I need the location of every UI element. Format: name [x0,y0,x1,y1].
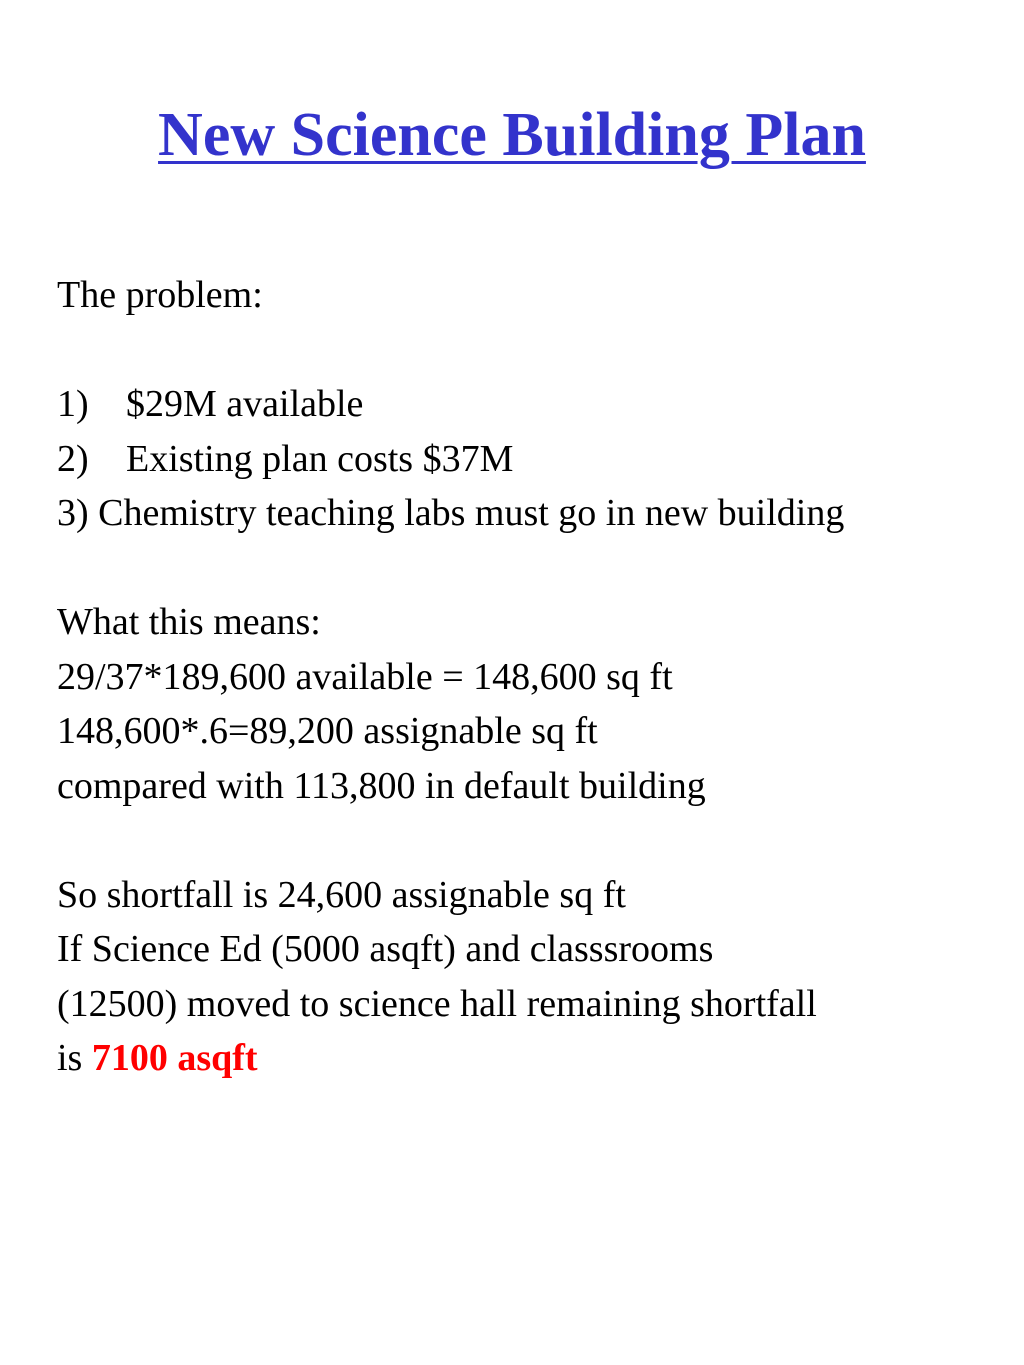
problem-item-2 [57,432,1017,487]
means-line: 148,600*.6=89,200 assignable sq ft [57,710,598,752]
shortfall-line: If Science Ed (5000 asqft) and classsrooms [57,928,714,970]
means-line: 29/37*189,600 available = 148,600 sq ft [57,655,673,698]
shortfall-line: (12500) moved to science hall remaining shortfall [57,982,817,1025]
spacer [57,813,1017,868]
means-line: compared with 113,800 in default building [57,764,706,807]
problem-item-3: 3) Chemistry teaching labs must go in new building [57,492,845,534]
shortfall-final-prefix: is [57,1037,92,1079]
problem-item-text: $29M available [126,383,364,425]
remaining-shortfall-value: 7100 asqft [91,1037,258,1079]
problem-item-1 [57,377,1017,432]
problem-item-number: 1) [57,383,89,425]
spacer [57,323,1017,378]
problem-item-text: Existing plan costs $37M [126,437,514,480]
slide-body [57,268,1017,1086]
means-heading: What this means: [57,601,321,643]
problem-heading: The problem: [57,274,263,316]
spacer [57,541,1017,596]
problem-item-number: 2) [57,437,89,480]
slide-title: New Science Building Plan [158,101,866,169]
shortfall-final-line [57,1031,1017,1086]
shortfall-line: So shortfall is 24,600 assignable sq ft [57,873,626,916]
